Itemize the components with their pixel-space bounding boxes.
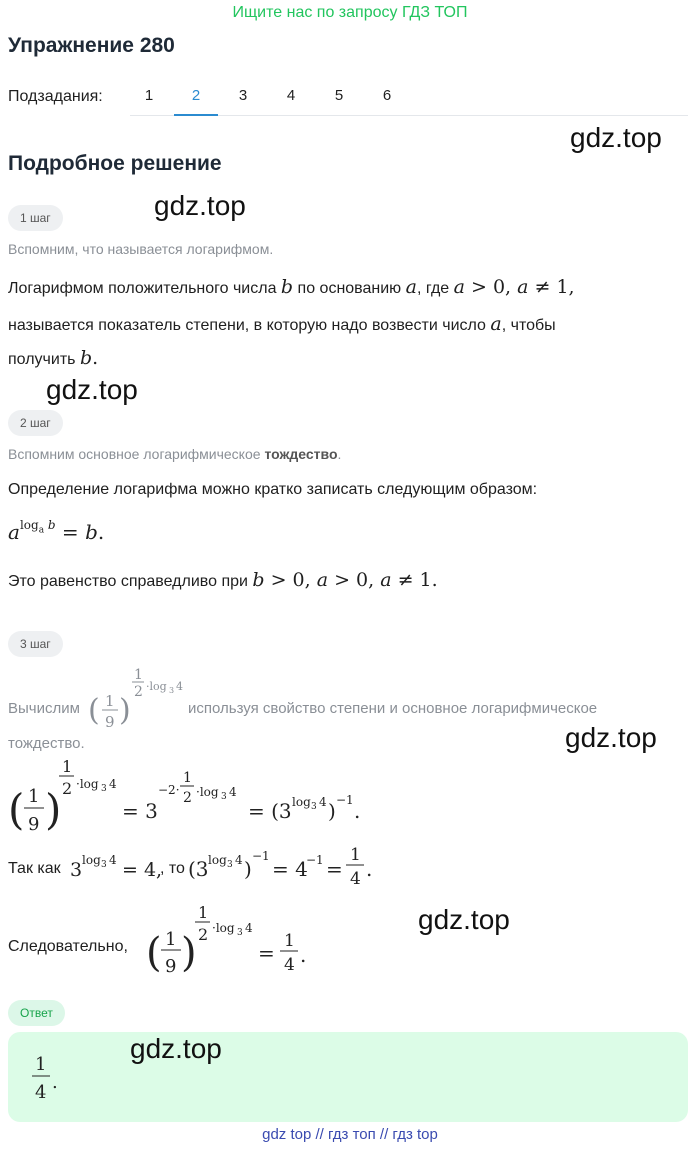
svg-text:1: 1 — [35, 1054, 47, 1075]
svg-text:2: 2 — [198, 925, 209, 944]
svg-text:2: 2 — [183, 790, 192, 806]
svg-text:(3: (3 — [188, 857, 209, 881]
step1-hint: Вспомним, что называется логарифмом. — [8, 241, 274, 257]
svg-text:1: 1 — [62, 757, 73, 776]
formula-log-identity: $a^{log_a b} = b$. — [8, 517, 105, 544]
svg-text:3: 3 — [227, 860, 233, 870]
svg-text:−1: −1 — [336, 793, 354, 807]
svg-text:): ) — [181, 930, 197, 976]
step3-hint-b: используя свойство степени и основное логарифмическое — [188, 700, 598, 717]
fraction-expression — [86, 662, 190, 734]
promo-banner[interactable]: Ищите нас по запросу ГДЗ ТОП — [232, 4, 468, 21]
svg-text:·log: ·log — [146, 680, 167, 693]
tab-subtask-5[interactable]: 5 — [334, 87, 344, 104]
svg-text:): ) — [244, 857, 252, 881]
svg-text:4: 4 — [350, 869, 361, 889]
svg-text:1: 1 — [183, 770, 192, 786]
svg-text:log: log — [292, 795, 311, 809]
svg-text:3: 3 — [311, 802, 317, 812]
svg-text:4: 4 — [245, 921, 253, 935]
step2-hint: Вспомним основное логарифмическое тождество. — [8, 446, 342, 462]
answer-box — [8, 1032, 688, 1122]
step3-then-label: , то — [160, 860, 185, 877]
footer-links[interactable]: gdz top // гдз топ // гдз top — [262, 1126, 438, 1143]
svg-text:9: 9 — [28, 814, 40, 835]
watermark: gdz.top — [130, 1033, 222, 1064]
step3-hint-a: Вычислим — [8, 700, 80, 717]
svg-text:(: ( — [8, 785, 25, 834]
svg-text:log: log — [208, 853, 227, 867]
answer-badge: Ответ — [8, 1000, 65, 1026]
svg-text:1: 1 — [198, 903, 209, 922]
svg-text:4: 4 — [235, 853, 243, 867]
svg-text:9: 9 — [165, 956, 177, 977]
svg-text:·log: ·log — [196, 785, 219, 799]
step-badge-1: 1 шаг — [8, 205, 63, 231]
section-title: Подробное решение — [8, 152, 222, 175]
step2-line1: Определение логарифма можно кратко записать следующим образом: — [8, 481, 538, 498]
svg-text:1: 1 — [350, 845, 361, 865]
svg-text:−1: −1 — [252, 849, 270, 863]
svg-text:9: 9 — [105, 713, 115, 731]
svg-text:4: 4 — [319, 795, 327, 809]
formula-conclusion — [146, 900, 310, 980]
svg-text:4: 4 — [176, 680, 183, 693]
svg-text:1: 1 — [284, 931, 295, 951]
tab-subtask-1[interactable]: 1 — [144, 87, 154, 104]
watermark: gdz.top — [570, 122, 662, 153]
watermark: gdz.top — [565, 722, 657, 753]
formula-main-transform — [8, 752, 368, 842]
svg-text:(: ( — [88, 693, 100, 728]
svg-text:= 3: = 3 — [122, 799, 158, 823]
watermark: gdz.top — [418, 904, 510, 935]
step1-line2: называется показатель степени, в которую надо возвести число a, чтобы — [8, 313, 556, 335]
svg-text:1: 1 — [105, 692, 115, 710]
formula-then — [188, 838, 398, 898]
svg-text:= (3: = (3 — [248, 799, 292, 823]
svg-text:·log: ·log — [212, 921, 235, 935]
page-title: Упражнение 280 — [8, 34, 175, 57]
step2-line3: Это равенство справедливо при b > 0, a > 0, a ≠ 1. — [8, 569, 438, 591]
svg-text:4: 4 — [35, 1082, 47, 1103]
svg-text:): ) — [45, 785, 62, 834]
watermark: gdz.top — [154, 190, 246, 221]
tab-subtask-2[interactable]: 2 — [174, 86, 218, 116]
step3-conclusion-label: Следовательно, — [8, 938, 128, 955]
svg-text:2: 2 — [62, 779, 73, 798]
svg-text:.: . — [366, 857, 373, 881]
step1-line3: получить b. — [8, 347, 99, 369]
svg-text:= 4,: = 4, — [122, 859, 163, 881]
svg-text:): ) — [328, 799, 336, 823]
svg-text:−1: −1 — [306, 853, 324, 867]
svg-text:.: . — [354, 799, 361, 823]
svg-text:4: 4 — [284, 955, 295, 975]
svg-text:.: . — [52, 1072, 58, 1093]
svg-text:4: 4 — [109, 853, 117, 867]
answer-fraction — [30, 1048, 70, 1108]
tab-subtask-3[interactable]: 3 — [238, 87, 248, 104]
tab-subtask-4[interactable]: 4 — [286, 87, 296, 104]
svg-text:=: = — [326, 857, 343, 881]
svg-text:1: 1 — [28, 786, 40, 807]
svg-text:log: log — [82, 853, 101, 867]
step1-line1: Логарифмом положительного числа b по основанию a, где a > 0, a ≠ 1, — [8, 276, 575, 298]
svg-text:·log: ·log — [76, 777, 99, 791]
svg-text:3: 3 — [221, 792, 227, 802]
svg-text:.: . — [300, 943, 307, 967]
step-badge-3: 3 шаг — [8, 631, 63, 657]
step3-hint-c: тождество. — [8, 735, 85, 752]
svg-text:3: 3 — [237, 928, 243, 938]
subtasks-label: Подзадания: — [8, 88, 103, 105]
svg-text:(: ( — [146, 930, 162, 976]
svg-text:): ) — [119, 693, 131, 728]
tab-subtask-6[interactable]: 6 — [382, 87, 392, 104]
svg-text:1: 1 — [134, 667, 143, 683]
step-badge-2: 2 шаг — [8, 410, 63, 436]
step3-since-label: Так как — [8, 860, 61, 877]
svg-text:3: 3 — [169, 686, 175, 695]
svg-text:= 4: = 4 — [272, 857, 308, 881]
svg-text:1: 1 — [165, 929, 177, 950]
svg-text:=: = — [258, 941, 275, 965]
svg-text:4: 4 — [109, 777, 117, 791]
svg-text:4: 4 — [229, 785, 237, 799]
svg-text:3: 3 — [101, 784, 107, 794]
svg-text:2: 2 — [134, 684, 143, 700]
watermark: gdz.top — [46, 374, 138, 405]
svg-text:3: 3 — [101, 860, 107, 870]
svg-text:−2·: −2· — [158, 783, 180, 797]
svg-text:3: 3 — [70, 859, 83, 881]
